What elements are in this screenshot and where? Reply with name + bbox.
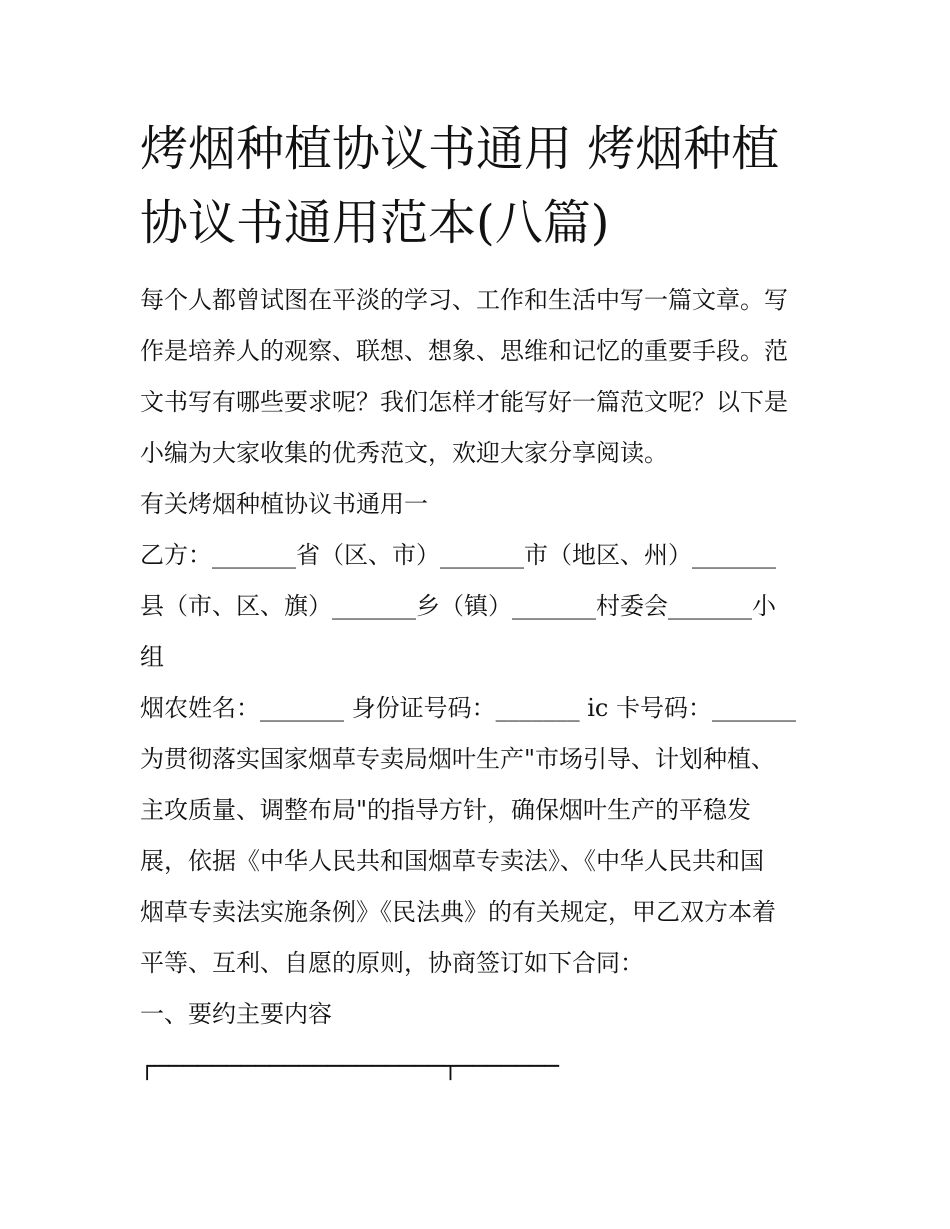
body-line-5: 平等、互利、自愿的原则，协商签订如下合同： xyxy=(140,949,644,977)
table-top-border: ┌────────────────────┬─────── xyxy=(140,1052,560,1080)
farmer-info-line: 烟农姓名：_______ 身份证号码：_______ ic 卡号码：_______ xyxy=(140,694,797,722)
subsection-heading: 一、要约主要内容 xyxy=(140,1000,332,1028)
body-line-4: 烟草专卖法实施条例》《民法典》的有关规定，甲乙双方本着 xyxy=(140,898,776,926)
intro-line-1: 每个人都曾试图在平淡的学习、工作和生活中写一篇文章。写 xyxy=(140,286,788,314)
body-line-1: 为贯彻落实国家烟草专卖局烟叶生产"市场引导、计划种植、 xyxy=(140,745,776,773)
party-b-line-3: 组 xyxy=(140,643,164,671)
body-line-3: 展，依据《中华人民共和国烟草专卖法》、《中华人民共和国 xyxy=(140,847,764,875)
document-title xyxy=(140,112,820,260)
body-line-2: 主攻质量、调整布局"的指导方针，确保烟叶生产的平稳发 xyxy=(140,796,752,824)
title-line-1: 烤烟种植协议书通用 烤烟种植 xyxy=(140,121,780,177)
party-b-line-2: 县（市、区、旗）_______乡（镇）_______村委会_______小 xyxy=(140,592,776,620)
title-line-2: 协议书通用范本(八篇) xyxy=(140,195,610,251)
intro-line-3: 文书写有哪些要求呢？我们怎样才能写好一篇范文呢？以下是 xyxy=(140,388,788,416)
party-b-line-1: 乙方：_______省（区、市）_______市（地区、州）_______ xyxy=(140,541,776,569)
intro-line-4: 小编为大家收集的优秀范文，欢迎大家分享阅读。 xyxy=(140,439,668,467)
intro-line-2: 作是培养人的观察、联想、想象、思维和记忆的重要手段。范 xyxy=(140,337,788,365)
section-heading: 有关烤烟种植协议书通用一 xyxy=(140,490,428,518)
